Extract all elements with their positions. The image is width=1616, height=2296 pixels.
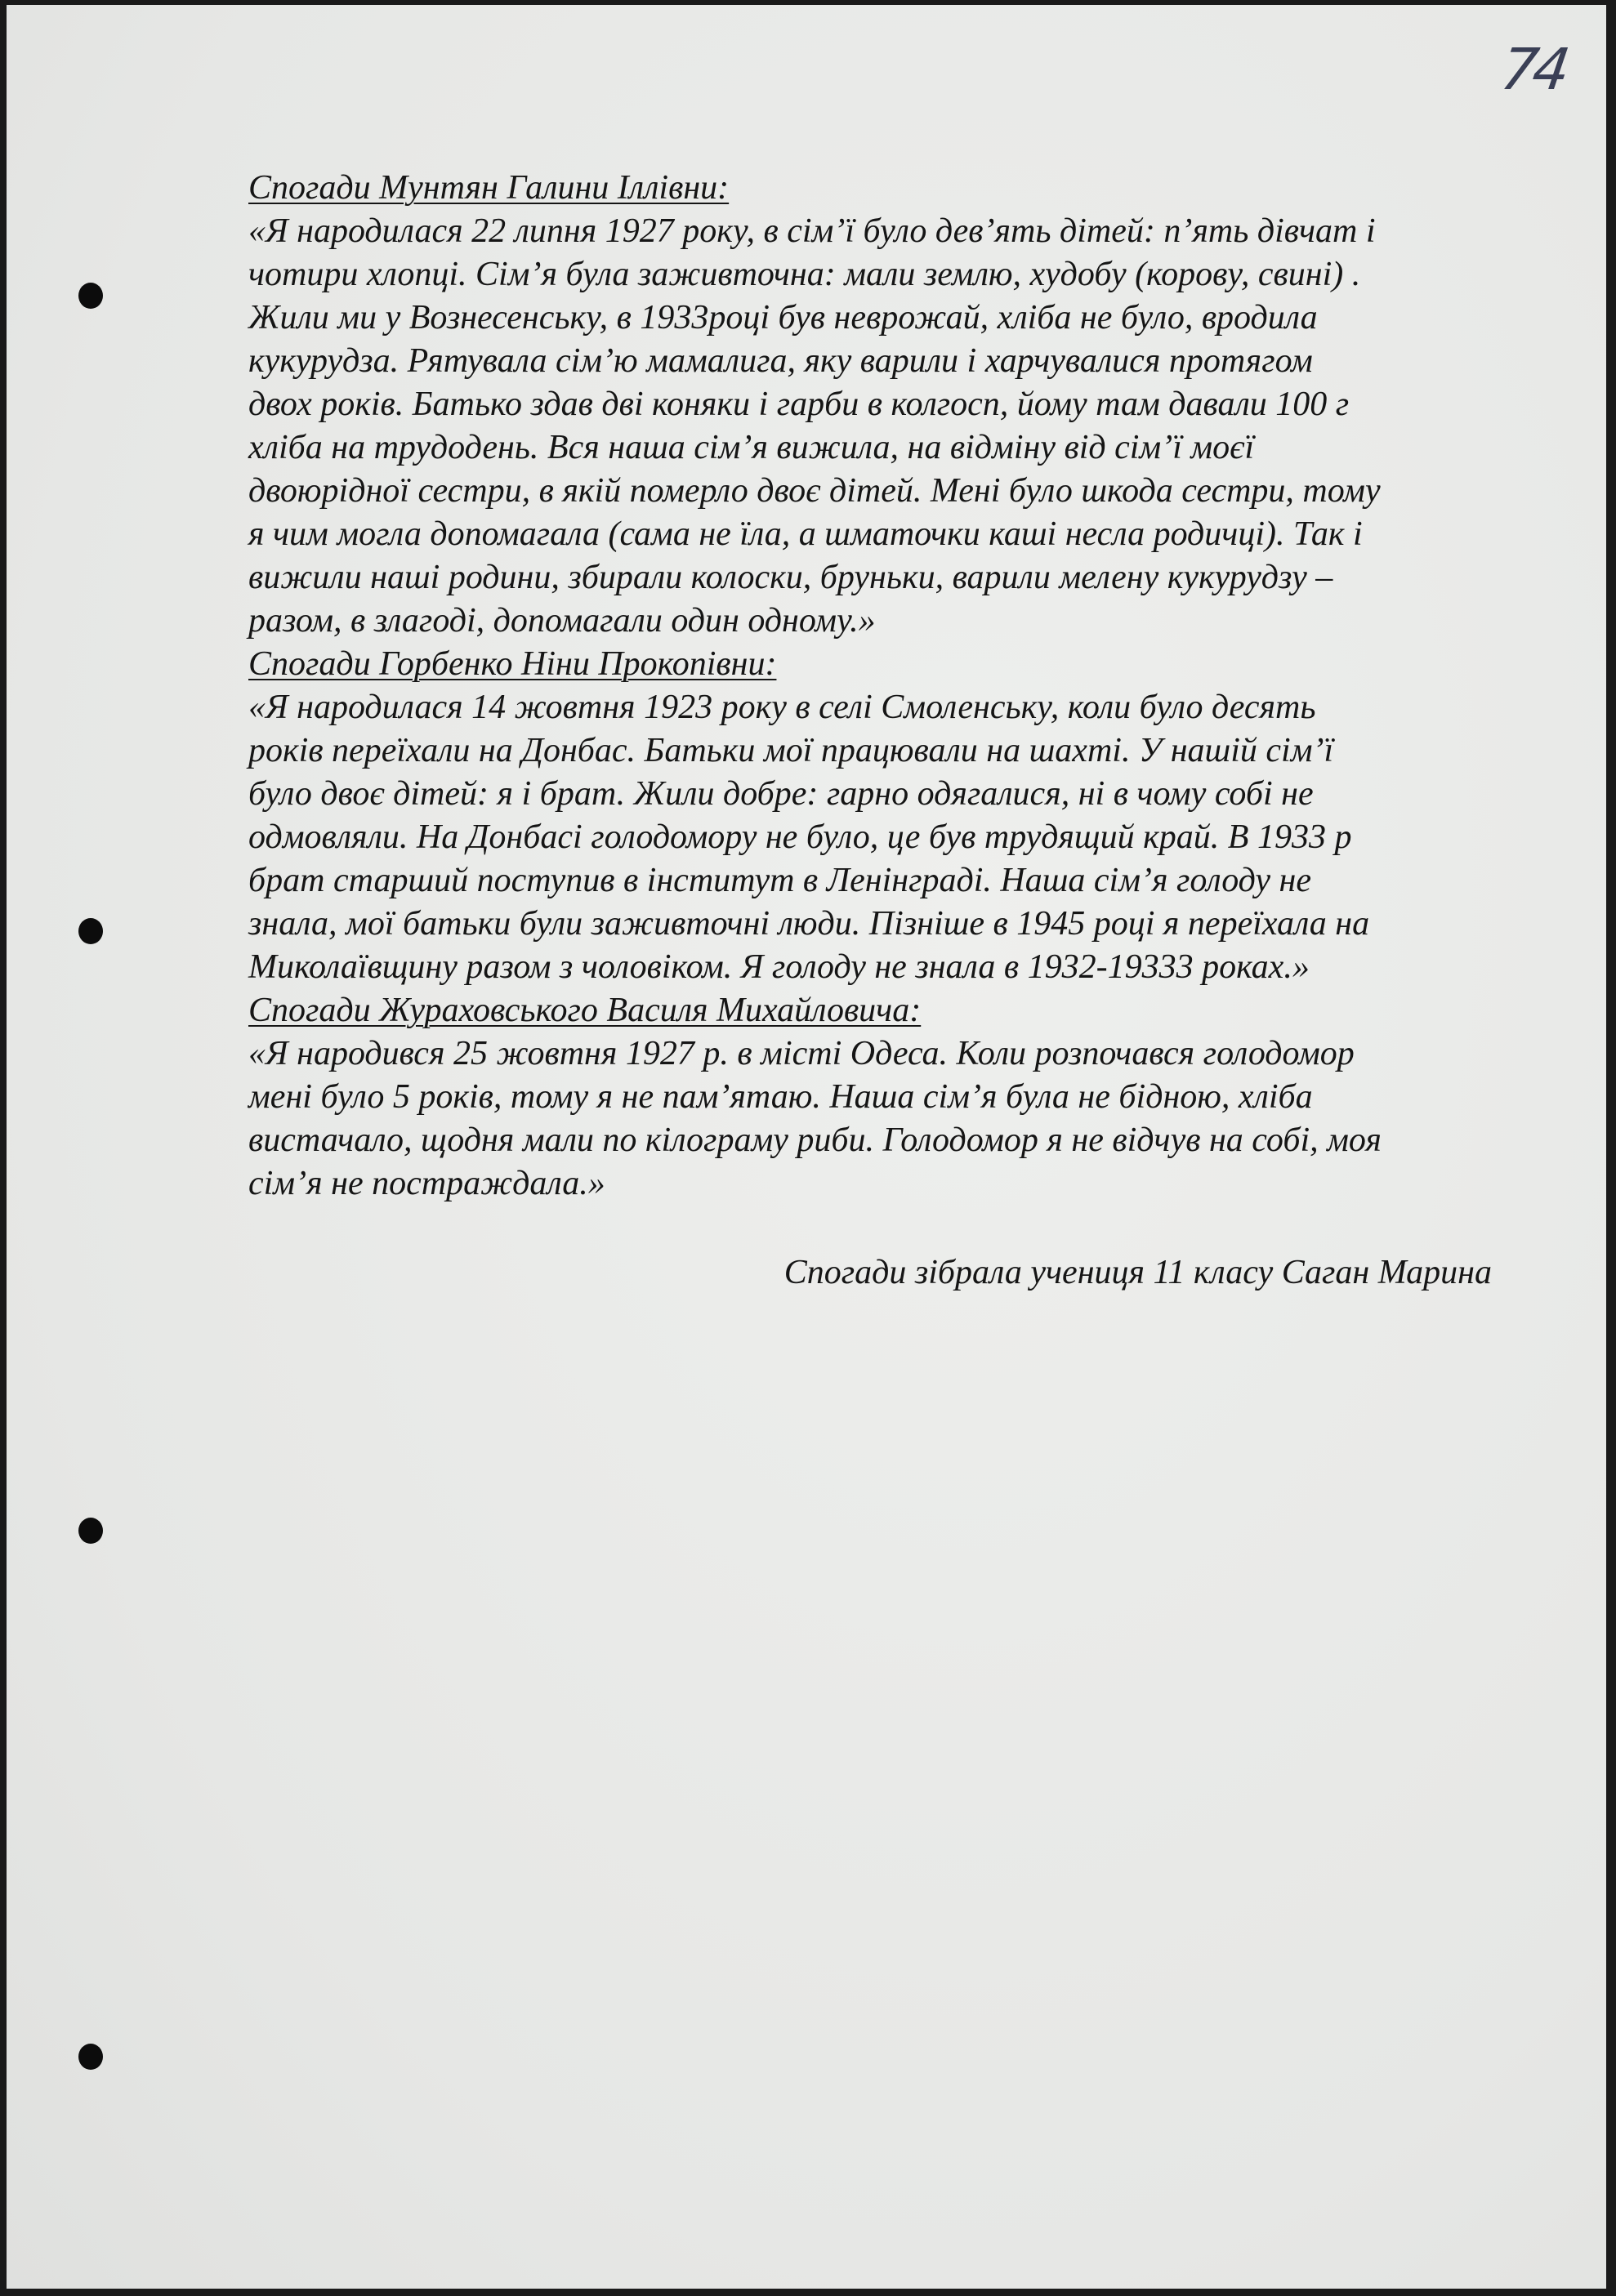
text-line: разом, в злагоді, допомагали один одному.» xyxy=(248,602,876,640)
punch-hole xyxy=(78,1518,103,1544)
heading-line xyxy=(248,643,1523,686)
heading-line xyxy=(248,167,1523,210)
text-line: «Я народилася 22 липня 1927 року, в сім’ї було дев’ять дітей: п’ять дівчат і xyxy=(248,212,1376,250)
punch-hole xyxy=(78,918,103,944)
text-line: двох років. Батько здав дві коняки і гарби в колгосп, йому там давали 100 г xyxy=(248,386,1350,423)
section-heading: Спогади Жураховського Василя Михайловича: xyxy=(248,992,922,1029)
document-page xyxy=(7,5,1606,2289)
text-line: «Я народився 25 жовтня 1927 р. в місті Одеса. Коли розпочався голодомор xyxy=(248,1035,1355,1072)
text-line: хліба на трудодень. Вся наша сім’я вижила, на відміну від сім’ї моєї xyxy=(248,429,1255,466)
text-line: брат старший поступив в інститут в Ленінграді. Наша сім’я голоду не xyxy=(248,862,1311,899)
punch-hole xyxy=(78,283,103,309)
text-line: було двоє дітей: я і брат. Жили добре: гарно одягалися, ні в чому собі не xyxy=(248,775,1314,813)
text-line: кукурудза. Рятувала сім’ю мамалига, яку варили і харчувалися протягом xyxy=(248,342,1313,380)
text-line: вижили наші родини, збирали колоски, бруньки, варили мелену кукурудзу – xyxy=(248,559,1333,596)
heading-line xyxy=(248,989,1523,1032)
punch-hole xyxy=(78,2044,103,2070)
section-heading: Спогади Мунтян Галини Іллівни: xyxy=(248,169,730,207)
signature-line: Спогади зібрала учениця 11 класу Саган Марина xyxy=(783,1254,1492,1291)
handwritten-page-number: 74 xyxy=(1497,36,1569,103)
text-line: Жили ми у Вознесенську, в 1933році був неврожай, хліба не було, вродила xyxy=(248,299,1318,337)
text-line: сім’я не постраждала.» xyxy=(248,1165,605,1202)
text-line: знала, мої батьки були заживточні люди. Пізніше в 1945 році я переїхала на xyxy=(248,905,1370,943)
memoirs-text xyxy=(248,167,1523,1206)
text-line: Миколаївщину разом з чоловіком. Я голоду не знала в 1932-19333 роках.» xyxy=(248,948,1310,986)
text-line: вистачало, щодня мали по кілограму риби. Голодомор я не відчув на собі, моя xyxy=(248,1121,1382,1159)
text-line: двоюрідної сестри, в якій померло двоє дітей. Мені було шкода сестри, тому xyxy=(248,472,1381,510)
section-heading: Спогади Горбенко Ніни Прокопівни: xyxy=(248,645,777,683)
text-line: чотири хлопці. Сім’я була заживточна: мали землю, худобу (корову, свині) . xyxy=(248,256,1361,293)
text-line: «Я народилася 14 жовтня 1923 року в селі Смоленську, коли було десять xyxy=(248,689,1316,726)
text-line: я чим могла допомагала (сама не їла, а шматочки каші несла родичці). Так і xyxy=(248,515,1363,553)
text-line: одмовляли. На Донбасі голодомору не було, це був трудящий край. В 1933 р xyxy=(248,818,1352,856)
text-line: мені було 5 років, тому я не пам’ятаю. Наша сім’я була не бідною, хліба xyxy=(248,1078,1313,1116)
text-line: років переїхали на Донбас. Батьки мої працювали на шахті. У нашій сім’ї xyxy=(248,732,1334,769)
